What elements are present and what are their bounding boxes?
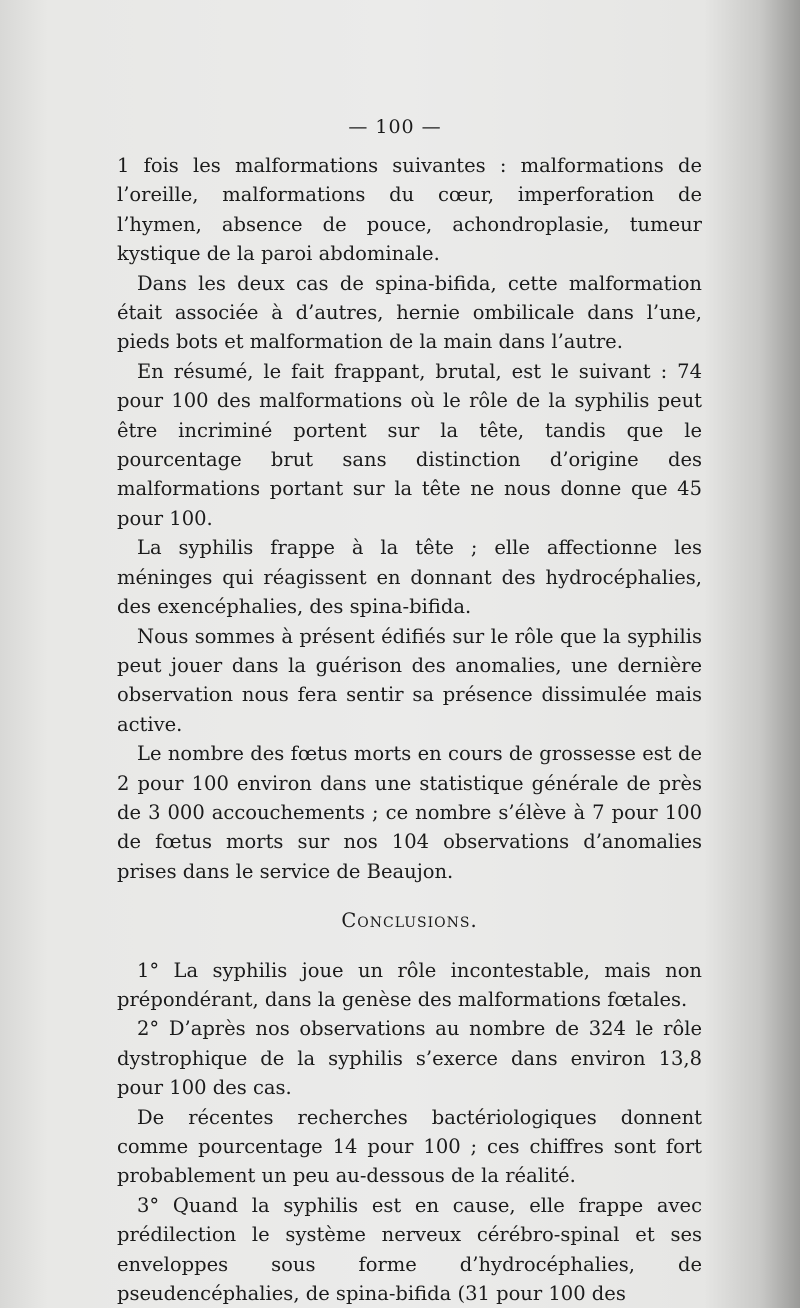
conclusion-1: 1° La syphilis joue un rôle incontestable, mais non prépondérant, dans la genèse des malformations fœtales.: [117, 958, 702, 1011]
paragraph-resume: En résumé, le fait frappant, brutal, est le suivant : 74 pour 100 des malformations où le rôle de la syphilis peut être incriminé portent sur la tête, tandis que le pourcentage brut sans distinction d’origine des malformations portant sur la tête ne nous donne que 45 pour 100.: [117, 359, 702, 530]
conclusion-2: 2° D’après nos observations au nombre de 324 le rôle dystrophique de la syphilis s’exerce dans environ 13,8 pour 100 des cas.: [117, 1017, 702, 1100]
paragraph-edifies: Nous sommes à présent édifiés sur le rôle que la syphilis peut jouer dans la guérison des anomalies, une dernière observation nous fera sentir sa présence dissimulée mais active.: [117, 624, 702, 736]
body-text: [117, 151, 702, 1308]
paragraph-recherches: De récentes recherches bactériologiques donnent comme pourcentage 14 pour 100 ; ces chiffres sont fort probablement un peu au-dessous de la réalité.: [117, 1105, 702, 1188]
paragraph-spina-bifida: Dans les deux cas de spina-bifida, cette malformation était associée à d’autres, hernie ombilicale dans l’une, pieds bots et malformation de la main dans l’autre.: [117, 271, 702, 354]
paragraph-continued: 1 fois les malformations suivantes : malformations de l’oreille, malformations du cœur, imperforation de l’hymen, absence de pouce, achondroplasie, tumeur kystique de la paroi abdominale.: [117, 154, 702, 266]
paragraph-syphilis-tete: La syphilis frappe à la tête ; elle affectionne les méninges qui réagissent en donnant des hydrocéphalies, des exencéphalies, des spina-bifida.: [117, 536, 702, 619]
section-heading-conclusions: Conclusions.: [341, 909, 478, 933]
conclusion-3: 3° Quand la syphilis est en cause, elle frappe avec prédilection le système nerveux cérébro-spinal et ses enveloppes sous forme d’hydrocéphalies, de pseudencéphalies, de spina-bifida (31 pour 100 des: [117, 1193, 702, 1306]
page-number: — 100 —: [348, 116, 442, 138]
paragraph-foetus-morts: Le nombre des fœtus morts en cours de grossesse est de 2 pour 100 environ dans une statistique générale de près de 3 000 accouchements ; ce nombre s’élève à 7 pour 100 de fœtus morts sur nos 104 observations d’anomalies prises dans le service de Beaujon.: [117, 742, 702, 883]
